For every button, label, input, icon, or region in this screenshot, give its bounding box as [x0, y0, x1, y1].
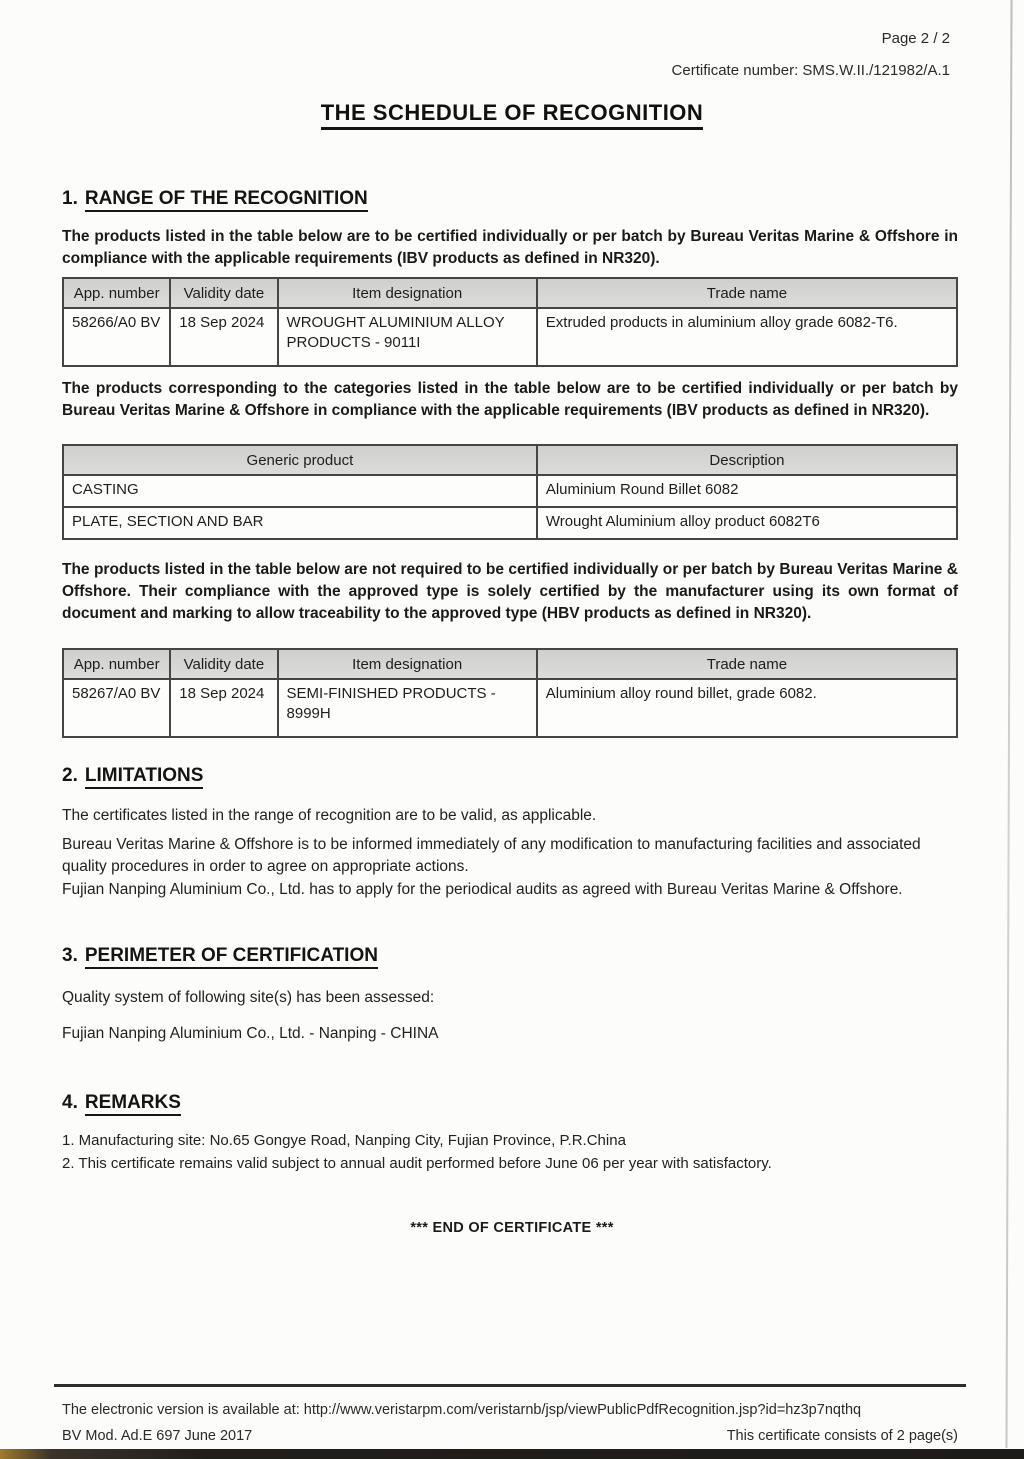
end-of-certificate-line: *** END OF CERTIFICATE ***	[410, 1220, 614, 1236]
table-cell-description: Aluminium Round Billet 6082	[537, 475, 957, 507]
ibv-products-table	[62, 277, 958, 367]
table-cell-validity-date: 18 Sep 2024	[170, 308, 277, 366]
limitations-paragraph-1: The certificates listed in the range of recognition are to be valid, as applicable.	[62, 807, 597, 824]
section-perimeter-title: PERIMETER OF CERTIFICATION	[85, 945, 378, 969]
scan-bottom-bar	[0, 1449, 1024, 1459]
perimeter-paragraph: Quality system of following site(s) has been assessed:	[62, 989, 435, 1006]
section-perimeter-heading	[62, 945, 958, 967]
hbv-products-table	[62, 648, 958, 738]
table-cell-trade-name: Extruded products in aluminium alloy grade 6082-T6.	[537, 308, 957, 366]
table-row	[63, 507, 957, 539]
table-cell-item-designation: SEMI-FINISHED PRODUCTS - 8999H	[278, 679, 537, 737]
table-cell-app-number: 58266/A0 BV	[63, 308, 170, 366]
table-row	[63, 308, 957, 366]
section-limitations-title: LIMITATIONS	[85, 765, 204, 789]
hbv-table-body	[63, 679, 957, 737]
categories-paragraph: The products corresponding to the categories listed in the table below are to be certified individually or per batch by Bureau Veritas Marine & Offshore in compliance with the applicable requirements (IBV products as defined in NR320).	[62, 380, 958, 419]
table-header-row	[63, 445, 957, 475]
column-header-description: Description	[537, 445, 957, 475]
section-remarks-number: 4.	[62, 1092, 78, 1113]
page-number: Page 2 / 2	[881, 30, 950, 47]
generic-table-head	[63, 445, 957, 475]
footer-electronic-version: The electronic version is available at: http://www.veristarpm.com/veristarnb/jsp/viewPublicPdfRecognition.jsp?id=hz3p7nqthq	[62, 1402, 862, 1418]
table-cell-generic-product: PLATE, SECTION AND BAR	[63, 507, 537, 539]
document-title	[0, 100, 1024, 126]
section-range-number: 1.	[62, 188, 78, 209]
column-header-trade-name: Trade name	[537, 278, 957, 308]
certificate-number: Certificate number: SMS.W.II./121982/A.1	[671, 62, 950, 79]
column-header-app-number: App. number	[63, 649, 170, 679]
document-title-text: THE SCHEDULE OF RECOGNITION	[321, 100, 704, 130]
table-header-row	[63, 278, 957, 308]
table-header-row	[63, 649, 957, 679]
column-header-item-designation: Item designation	[278, 278, 537, 308]
generic-products-table	[62, 444, 958, 540]
column-header-app-number: App. number	[63, 278, 170, 308]
column-header-generic-product: Generic product	[63, 445, 537, 475]
limitations-paragraph-3: Fujian Nanping Aluminium Co., Ltd. has to apply for the periodical audits as agreed with Bureau Veritas Marine & Offshore.	[62, 881, 903, 898]
table-cell-generic-product: CASTING	[63, 475, 537, 507]
column-header-validity-date: Validity date	[170, 649, 277, 679]
limitations-paragraph-2: Bureau Veritas Marine & Offshore is to be informed immediately of any modification to manufacturing facilities and associated quality procedures in order to agree on appropriate actions.	[62, 836, 921, 875]
section-remarks-heading	[62, 1092, 958, 1114]
table-row	[63, 475, 957, 507]
table-cell-item-designation: WROUGHT ALUMINIUM ALLOY PRODUCTS - 9011I	[278, 308, 537, 366]
table-row	[63, 679, 957, 737]
generic-table-body	[63, 475, 957, 539]
column-header-item-designation: Item designation	[278, 649, 537, 679]
hbv-paragraph: The products listed in the table below are not required to be certified individually or per batch by Bureau Veritas Marine & Offshore. Their compliance with the approved type is solely certified by the manufacturer using its own format of document and marking to allow traceability to the approved type (HBV products as defined in NR320).	[62, 561, 958, 622]
footer-divider	[54, 1384, 966, 1387]
table-cell-description: Wrought Aluminium alloy product 6082T6	[537, 507, 957, 539]
footer-page-count: This certificate consists of 2 page(s)	[726, 1428, 958, 1444]
remarks-list	[62, 1130, 958, 1175]
table-cell-validity-date: 18 Sep 2024	[170, 679, 277, 737]
column-header-validity-date: Validity date	[170, 278, 277, 308]
range-intro-paragraph: The products listed in the table below are to be certified individually or per batch by Bureau Veritas Marine & Offshore in compliance with the applicable requirements (IBV products as defined in NR320).	[62, 228, 958, 267]
section-perimeter-number: 3.	[62, 945, 78, 966]
hbv-table-head	[63, 649, 957, 679]
section-range-title: RANGE OF THE RECOGNITION	[85, 188, 368, 212]
remark-item-2: 2. This certificate remains valid subject to annual audit performed before June 06 per year with satisfactory.	[62, 1154, 772, 1172]
footer-bottom-row	[62, 1428, 958, 1444]
section-range-heading	[62, 188, 958, 210]
perimeter-site: Fujian Nanping Aluminium Co., Ltd. - Nanping - CHINA	[62, 1025, 439, 1042]
column-header-trade-name: Trade name	[537, 649, 957, 679]
table-cell-app-number: 58267/A0 BV	[63, 679, 170, 737]
section-remarks-title: REMARKS	[85, 1092, 181, 1116]
section-limitations-number: 2.	[62, 765, 78, 786]
remark-item-1: 1. Manufacturing site: No.65 Gongye Road, Nanping City, Fujian Province, P.R.China	[62, 1132, 626, 1149]
section-limitations-heading	[62, 765, 958, 787]
footer-form-reference: BV Mod. Ad.E 697 June 2017	[62, 1428, 253, 1444]
ibv-table-body	[63, 308, 957, 366]
table-cell-trade-name: Aluminium alloy round billet, grade 6082.	[537, 679, 957, 737]
ibv-table-head	[63, 278, 957, 308]
